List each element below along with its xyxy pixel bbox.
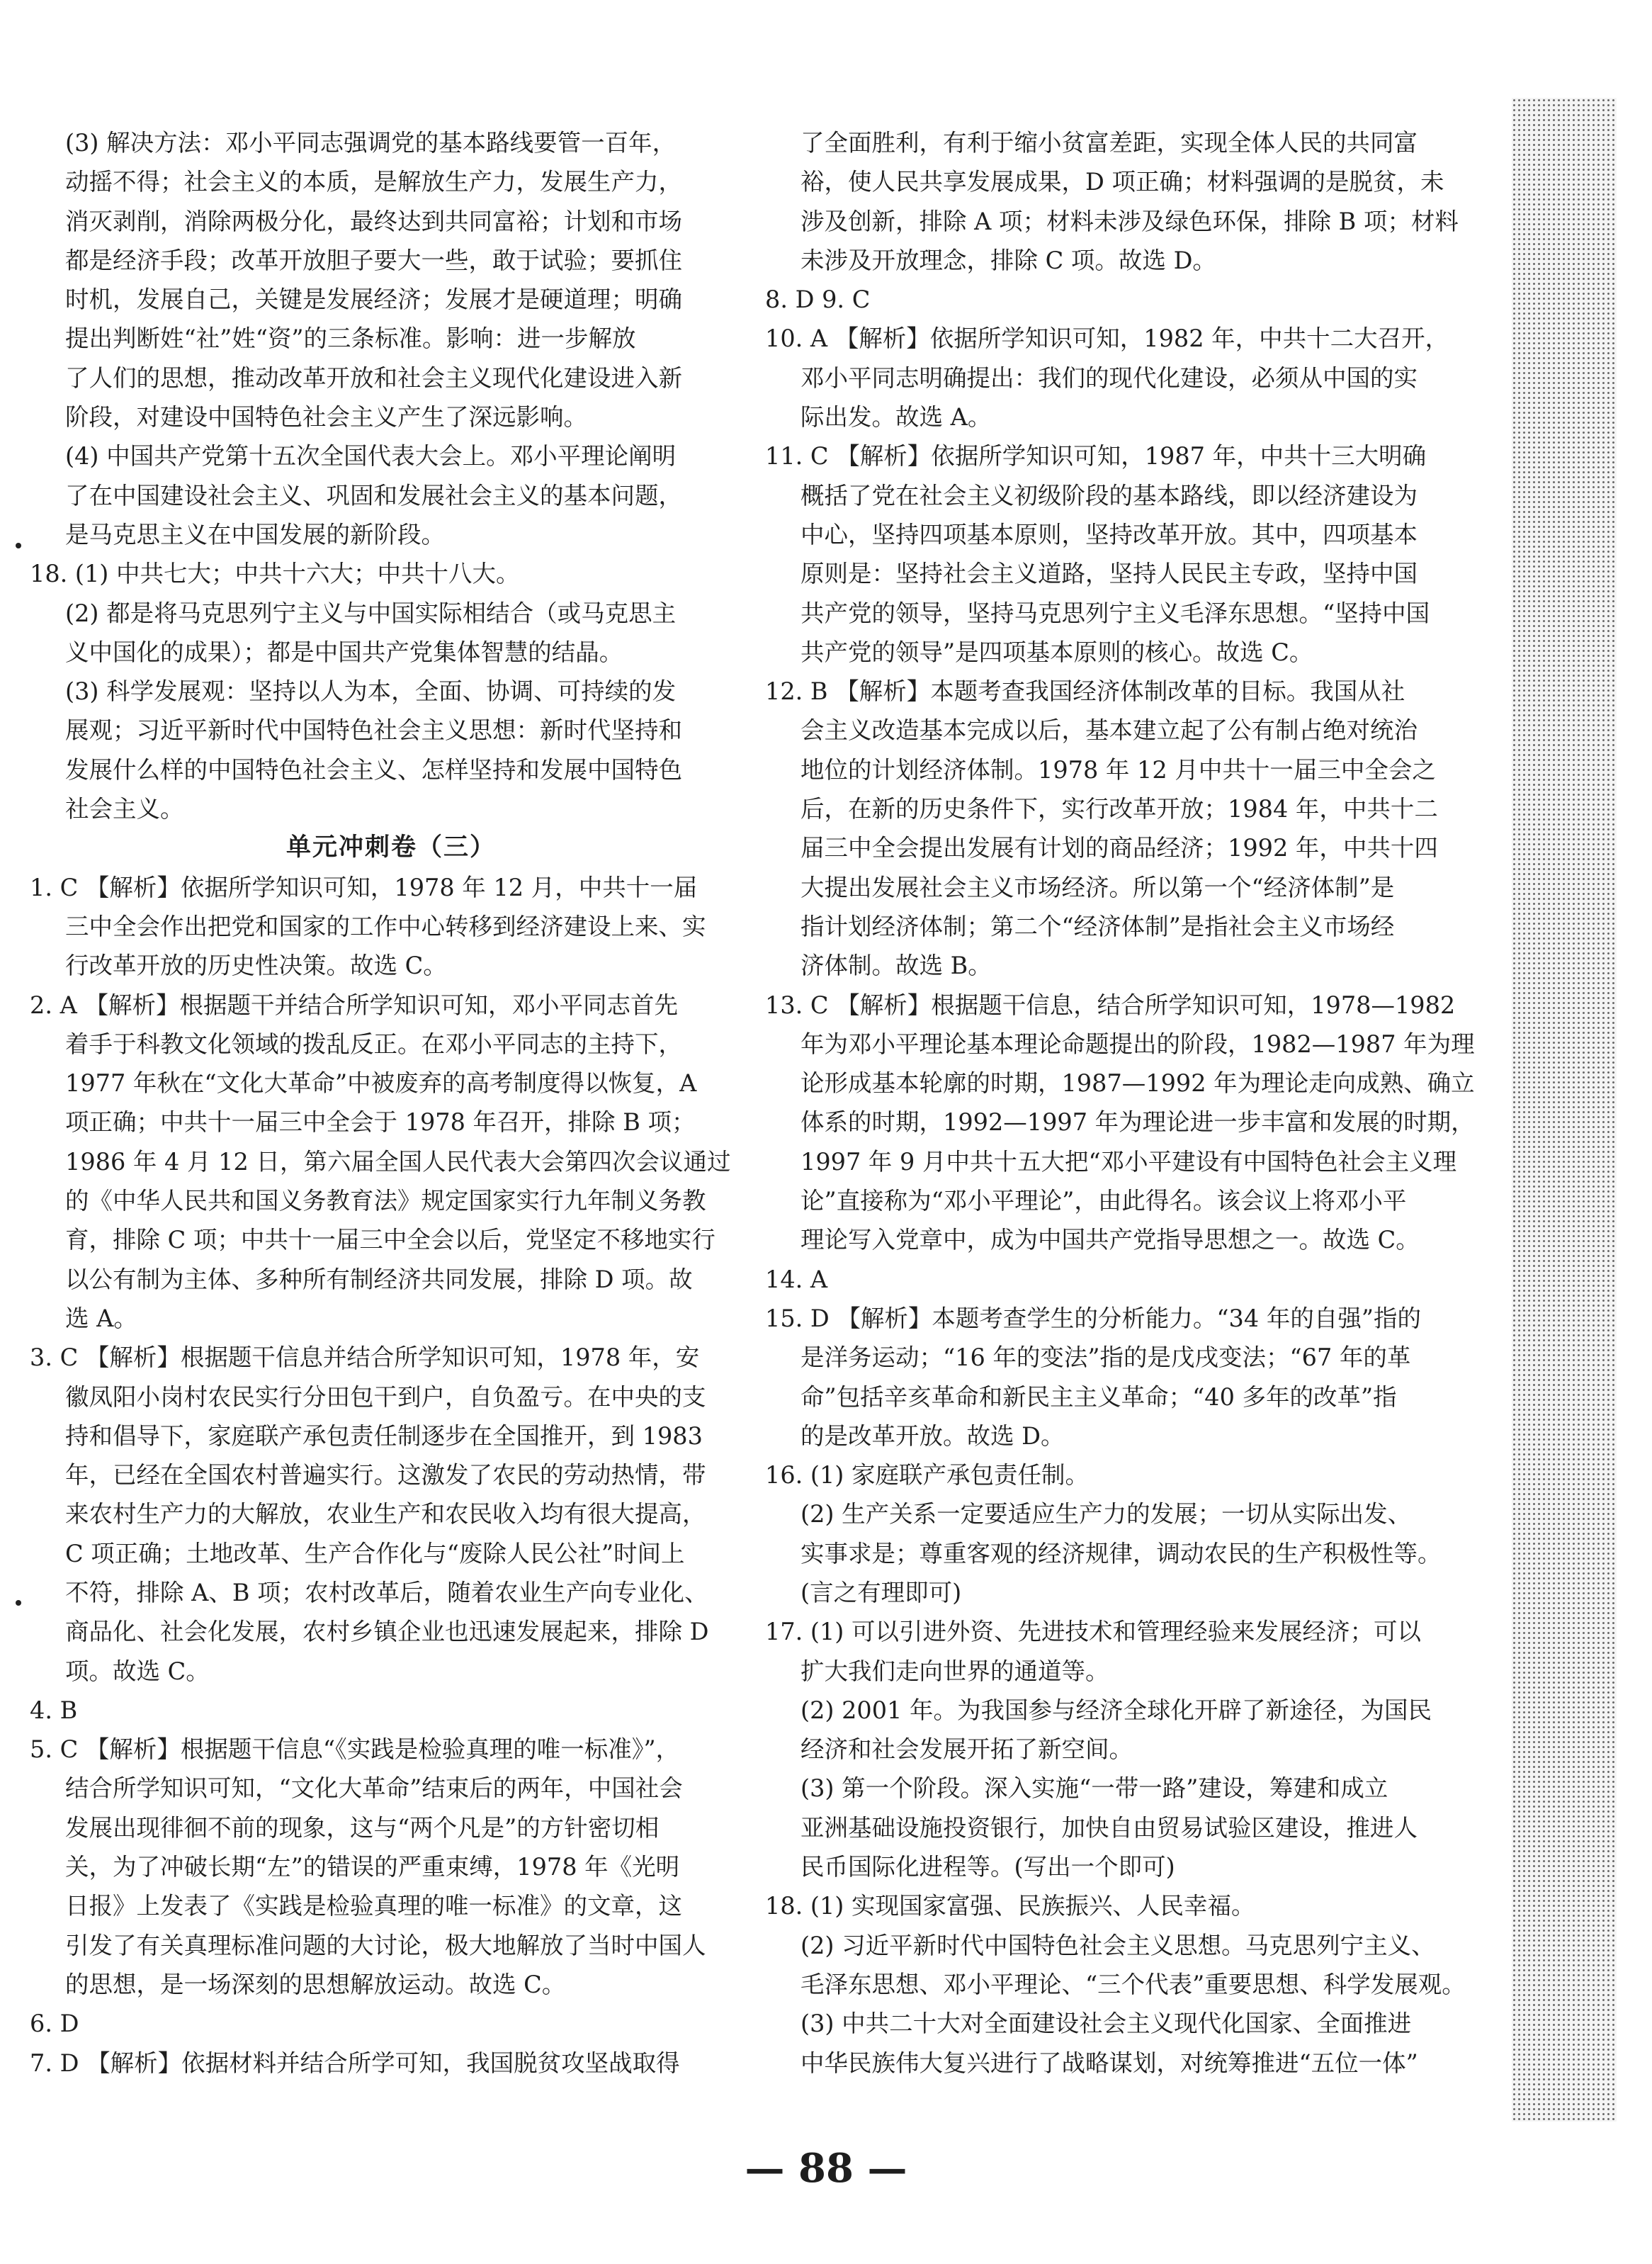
text-line: (言之有理即可): [800, 1578, 962, 1606]
text-line: 动摇不得；社会主义的本质，是解放生产力，发展生产力，: [65, 168, 682, 196]
text-line: 扩大我们走向世界的通道等。: [800, 1657, 1109, 1685]
text-line: 着手于科教文化领域的拨乱反正。在邓小平同志的主持下，: [65, 1030, 682, 1058]
text-line: 亚洲基础设施投资银行，加快自由贸易试验区建设，推进人: [800, 1813, 1418, 1842]
text-line: 以公有制为主体、多种所有制经济共同发展，排除 D 项。故: [65, 1265, 693, 1293]
text-line: 义中国化的成果）；都是中国共产党集体智慧的结晶。: [65, 638, 623, 666]
text-line: 来农村生产力的大解放，农业生产和农民收入均有很大提高，: [65, 1500, 706, 1528]
text-line: 体系的时期，1992—1997 年为理论进一步丰富和发展的时期，: [800, 1108, 1475, 1137]
text-line: 都是经济手段；改革开放胆子要大一些，敢于试验；要抓住: [65, 246, 682, 274]
text-line: 裕，使人民共享发展成果，D 项正确；材料强调的是脱贫，未: [800, 168, 1444, 196]
text-line: 2. A 【解析】根据题干并结合所学知识可知，邓小平同志首先: [30, 991, 678, 1019]
text-line: 1977 年秋在“文化大革命”中被废弃的高考制度得以恢复，A: [65, 1069, 697, 1098]
text-line: 实事求是；尊重客观的经济规律，调动农民的生产积极性等。: [800, 1539, 1442, 1567]
text-line: 发展什么样的中国特色社会主义、怎样坚持和发展中国特色: [65, 755, 682, 784]
text-line: 徽凤阳小岗村农民实行分田包干到户，自负盈亏。在中央的支: [65, 1382, 706, 1411]
text-line: 届三中全会提出发展有计划的商品经济；1992 年，中共十四: [800, 834, 1438, 862]
text-line: 毛泽东思想、邓小平理论、“三个代表”重要思想、科学发展观。: [800, 1970, 1466, 1998]
text-line: 项正确；中共十一届三中全会于 1978 年召开，排除 B 项；: [65, 1108, 696, 1137]
text-line: 结合所学知识可知，“文化大革命”结束后的两年，中国社会: [65, 1774, 683, 1803]
text-line: 时机，发展自己，关键是发展经济；发展才是硬道理；明确: [65, 286, 682, 314]
text-line: 论”直接称为“邓小平理论”，由此得名。该会议上将邓小平: [800, 1187, 1407, 1215]
margin-mark: [16, 543, 21, 548]
text-line: 涉及创新，排除 A 项；材料未涉及绿色环保，排除 B 项；材料: [800, 207, 1459, 235]
text-line: (2) 习近平新时代中国特色社会主义思想。马克思列宁主义、: [800, 1931, 1435, 1959]
text-line: 概括了党在社会主义初级阶段的基本路线，即以经济建设为: [800, 481, 1418, 509]
text-line: 中心，坚持四项基本原则，坚持改革开放。其中，四项基本: [800, 520, 1418, 548]
text-line: 5. C 【解析】根据题干信息“《实践是检验真理的唯一标准》”，: [30, 1735, 680, 1764]
text-line: 民币国际化进程等。(写出一个即可): [800, 1853, 1175, 1881]
text-line: 共产党的领导，坚持马克思列宁主义毛泽东思想。“坚持中国: [800, 599, 1430, 627]
text-line: (4) 中国共产党第十五次全国代表大会上。邓小平理论阐明: [65, 442, 677, 471]
text-line: 消灭剥削，消除两极分化，最终达到共同富裕；计划和市场: [65, 207, 682, 235]
text-line: 持和倡导下，家庭联产承包责任制逐步在全国推开，到 1983: [65, 1421, 703, 1450]
text-line: 10. A 【解析】依据所学知识可知，1982 年，中共十二大召开，: [765, 325, 1449, 353]
text-line: 行改革开放的历史性决策。故选 C。: [65, 952, 447, 980]
text-line: 了人们的思想，推动改革开放和社会主义现代化建设进入新: [65, 364, 682, 392]
text-line: (2) 2001 年。为我国参与经济全球化开辟了新途径，为国民: [800, 1696, 1432, 1724]
text-line: 共产党的领导”是四项基本原则的核心。故选 C。: [800, 638, 1313, 666]
text-line: (3) 第一个阶段。深入实施“一带一路”建设，筹建和成立: [800, 1774, 1388, 1803]
margin-mark: [16, 1600, 21, 1606]
text-line: 18. (1) 实现国家富强、民族振兴、人民幸福。: [765, 1892, 1255, 1920]
text-line: 18. (1) 中共七大；中共十六大；中共十八大。: [30, 560, 520, 588]
text-line: (2) 都是将马克思列宁主义与中国实际相结合（或马克思主: [65, 599, 677, 627]
text-line: 理论写入党章中，成为中国共产党指导思想之一。故选 C。: [800, 1226, 1420, 1254]
text-line: C 项正确；土地改革、生产合作化与“废除人民公社”时间上: [65, 1539, 685, 1567]
text-line: 指计划经济体制；第二个“经济体制”是指社会主义市场经: [800, 912, 1395, 940]
text-line: 邓小平同志明确提出：我们的现代化建设，必须从中国的实: [800, 364, 1418, 392]
text-line: 17. (1) 可以引进外资、先进技术和管理经验来发展经济；可以: [765, 1618, 1422, 1646]
text-line: 发展出现徘徊不前的现象，这与“两个凡是”的方针密切相: [65, 1813, 660, 1842]
margin-hatch-strip: [1512, 98, 1617, 2122]
text-line: 阶段，对建设中国特色社会主义产生了深远影响。: [65, 403, 587, 432]
text-line: 经济和社会发展开拓了新空间。: [800, 1735, 1133, 1764]
text-line: 引发了有关真理标准问题的大讨论，极大地解放了当时中国人: [65, 1931, 706, 1959]
text-line: 的思想，是一场深刻的思想解放运动。故选 C。: [65, 1970, 566, 1998]
text-line: 论形成基本轮廓的时期，1987—1992 年为理论走向成熟、确立: [800, 1069, 1475, 1098]
text-line: (3) 解决方法：邓小平同志强调党的基本路线要管一百年，: [65, 129, 677, 157]
text-line: 了全面胜利，有利于缩小贫富差距，实现全体人民的共同富: [800, 129, 1418, 157]
text-line: 三中全会作出把党和国家的工作中心转移到经济建设上来、实: [65, 912, 706, 940]
text-line: 了在中国建设社会主义、巩固和发展社会主义的基本问题，: [65, 481, 682, 509]
text-line: 商品化、社会化发展，农村乡镇企业也迅速发展起来，排除 D: [65, 1618, 709, 1646]
left-column: [30, 123, 752, 2083]
text-line: 地位的计划经济体制。1978 年 12 月中共十一届三中全会之: [800, 755, 1436, 784]
text-line: 1997 年 9 月中共十五大把“邓小平建设有中国特色社会主义理: [800, 1147, 1457, 1176]
text-line: (3) 中共二十大对全面建设社会主义现代化国家、全面推进: [800, 2010, 1412, 2038]
text-line: 会主义改造基本完成以后，基本建立起了公有制占绝对统治: [800, 716, 1418, 745]
text-line: 13. C 【解析】根据题干信息，结合所学知识可知，1978—1982: [765, 991, 1456, 1019]
text-line: 15. D 【解析】本题考查学生的分析能力。“34 年的自强”指的: [765, 1304, 1421, 1332]
text-line: 16. (1) 家庭联产承包责任制。: [765, 1461, 1090, 1489]
text-line: (2) 生产关系一定要适应生产力的发展；一切从实际出发、: [800, 1500, 1412, 1528]
page-number: — 88 —: [745, 2145, 907, 2192]
text-line: 不符，排除 A、B 项；农村改革后，随着农业生产向专业化、: [65, 1578, 708, 1606]
text-line: (3) 科学发展观：坚持以人为本，全面、协调、可持续的发: [65, 677, 677, 706]
text-line: 中华民族伟大复兴进行了战略谋划，对统筹推进“五位一体”: [800, 2049, 1418, 2077]
text-line: 的《中华人民共和国义务教育法》规定国家实行九年制义务教: [65, 1187, 706, 1215]
text-line: 1986 年 4 月 12 日，第六届全国人民代表大会第四次会议通过: [65, 1147, 731, 1176]
text-line: 7. D 【解析】依据材料并结合所学可知，我国脱贫攻坚战取得: [30, 2049, 680, 2077]
text-line: 11. C 【解析】依据所学知识可知，1987 年，中共十三大明确: [765, 442, 1427, 471]
text-line: 14. A: [765, 1265, 828, 1293]
text-line: 选 A。: [65, 1304, 137, 1332]
text-line: 际出发。故选 A。: [800, 403, 992, 432]
text-line: 4. B: [30, 1696, 78, 1724]
text-line: 后，在新的历史条件下，实行改革开放；1984 年，中共十二: [800, 795, 1438, 823]
text-line: 关，为了冲破长期“左”的错误的严重束缚，1978 年《光明: [65, 1853, 680, 1881]
text-line: 大提出发展社会主义市场经济。所以第一个“经济体制”是: [800, 873, 1395, 901]
text-line: 提出判断姓“社”姓“资”的三条标准。影响：进一步解放: [65, 325, 636, 353]
right-column: [765, 123, 1488, 2083]
text-line: 3. C 【解析】根据题干信息并结合所学知识可知，1978 年，安: [30, 1344, 700, 1372]
text-line: 未涉及开放理念，排除 C 项。故选 D。: [800, 246, 1216, 274]
text-line: 8. D 9. C: [765, 286, 871, 314]
text-line: 年，已经在全国农村普遍实行。这激发了农民的劳动热情，带: [65, 1461, 706, 1489]
section-heading: 单元冲刺卷（三）: [285, 833, 496, 862]
text-line: 项。故选 C。: [65, 1657, 210, 1685]
text-line: 1. C 【解析】依据所学知识可知，1978 年 12 月，中共十一届: [30, 873, 698, 901]
text-line: 育，排除 C 项；中共十一届三中全会以后，党坚定不移地实行: [65, 1226, 715, 1254]
text-line: 的是改革开放。故选 D。: [800, 1421, 1065, 1450]
text-line: 社会主义。: [65, 795, 184, 823]
text-line: 济体制。故选 B。: [800, 952, 992, 980]
text-line: 展观；习近平新时代中国特色社会主义思想：新时代坚持和: [65, 716, 682, 745]
text-line: 12. B 【解析】本题考查我国经济体制改革的目标。我国从社: [765, 677, 1405, 706]
text-line: 是洋务运动；“16 年的变法”指的是戊戌变法；“67 年的革: [800, 1344, 1411, 1372]
text-line: 是马克思主义在中国发展的新阶段。: [65, 520, 445, 548]
text-line: 原则是：坚持社会主义道路，坚持人民民主专政，坚持中国: [800, 560, 1418, 588]
text-line: 命”包括辛亥革命和新民主主义革命；“40 多年的改革”指: [800, 1382, 1397, 1411]
text-line: 日报》上发表了《实践是检验真理的唯一标准》的文章，这: [65, 1892, 682, 1920]
text-line: 年为邓小平理论基本理论命题提出的阶段，1982—1987 年为理: [800, 1030, 1475, 1058]
text-line: 6. D: [30, 2010, 79, 2038]
